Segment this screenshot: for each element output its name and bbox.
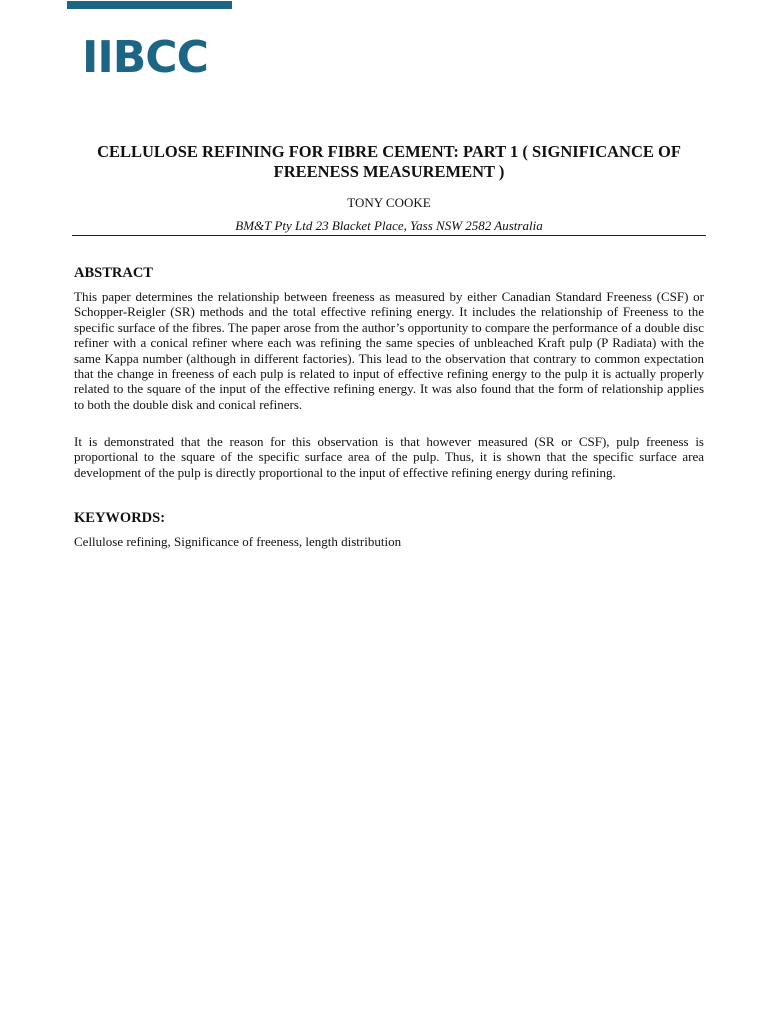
author-affiliation: BM&T Pty Ltd 23 Blacket Place, Yass NSW 2582 Australia [235, 218, 543, 233]
author-name: TONY COOKE [347, 195, 431, 210]
abstract-heading: ABSTRACT [74, 265, 153, 281]
abstract-paragraph-2: It is demonstrated that the reason for this observation is that however measured (SR or CSF), pulp freeness is proportional to the square of the specific surface area of the pulp. Thus, it is shown that the specific surface area development of the pulp is directly proportional to the input of effective refining energy during refining. [74, 434, 704, 480]
header-divider [72, 235, 706, 236]
keywords-text: Cellulose refining, Significance of freeness, length distribution [74, 534, 402, 549]
paper-title: CELLULOSE REFINING FOR FIBRE CEMENT: PART 1 ( SIGNIFICANCE OF FREENESS MEASUREMENT ) [97, 142, 681, 181]
logo-accent-bar [67, 1, 232, 9]
iibcc-logo: IIBCC [82, 32, 208, 83]
abstract-paragraph-1: This paper determines the relationship between freeness as measured by either Canadian Standard Freeness (CSF) or Schopper-Reigler (SR) methods and the total effective refining energy. It includes the relationship of Freeness to the specific surface of the fibres. The paper arose from the author’s opportunity to compare the performance of a double disc refiner with a conical refiner where each was refining the same species of unbleached Kraft pulp (P Radiata) with the same Kappa number (although in different factories). This lead to the observation that contrary to common expectation that the change in freeness of each pulp is related to input of effective refining energy to the pulp it is actually properly related to the square of the input of the effective refining energy. It was also found that the form of relationship applies to both the double disk and conical refiners. [74, 289, 704, 412]
keywords-heading: KEYWORDS: [74, 510, 166, 526]
